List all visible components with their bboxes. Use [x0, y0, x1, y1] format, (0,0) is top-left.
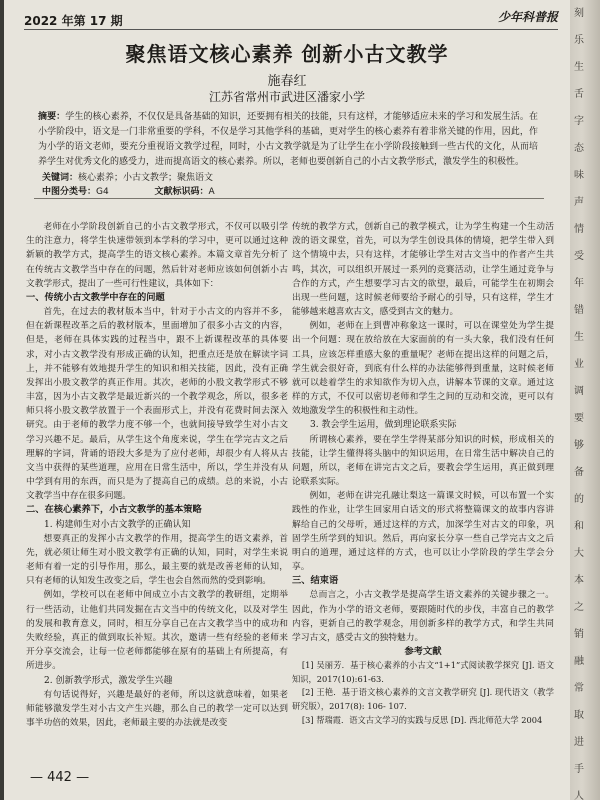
edge-char: 取 — [574, 710, 584, 721]
edge-char: 要 — [574, 413, 584, 424]
edge-char: 手 — [574, 764, 584, 775]
edge-char: 生 — [574, 332, 584, 343]
paragraph: 传统的教学方式，创新自己的教学模式，让为学生构建一个生动活泼的语文课堂，首先，可以为学生创设具体的情境，把学生带入到这个情境中去，只有这样，才能够让学生对古文当中的作者产生共鸣，其次，可以组织开展过一系列的竞赛活动，让学生通过竞争与合作的方式，产生想要学习古文的欲望，最后，可能学生在初期会出现一些问题，这时候老师要给予耐心的引导，只有这样，学生才能够越来越喜欢古文，感受到古文的魅力。 — [292, 222, 554, 318]
edge-char: 味 — [574, 170, 584, 181]
edge-char: 年 — [574, 278, 584, 289]
edge-char: 字 — [574, 116, 584, 127]
edge-char: 刻 — [574, 8, 584, 19]
right-column — [292, 220, 554, 727]
edge-char: 乐 — [574, 35, 584, 46]
edge-char: 之 — [574, 602, 584, 613]
doc-code-label: 文献标识码： — [154, 187, 209, 197]
author-name: 施春红 — [267, 74, 307, 89]
paragraph: 总而言之，小古文教学是提高学生语文素养的关键步骤之一。因此，作为小学的语文老师，要跟随时代的步伐，丰富自己的教学内容，更新自己的教学观念，用创新多样的教学方式，和学生共同学习古文，感受古文的独特魅力。 — [292, 590, 554, 643]
edge-char: 的 — [574, 494, 584, 505]
edge-char: 调 — [574, 386, 584, 397]
paragraph: 所谓核心素养，要在学生学得某部分知识的时候，形成相关的技能，让学生懂得将头脑中的知识运用，在日常生活中解决自己的问题，所以，老师在讲完古文之后，要教会学生运用，真正做到理论联系实际。 — [292, 434, 554, 488]
issue-label: 2022 年第 17 期 — [24, 14, 123, 28]
section-heading-2: 二、在核心素养下，小古文教学的基本策略 — [26, 504, 202, 516]
author-affiliation: 江苏省常州市武进区潘家小学 — [208, 90, 365, 104]
paragraph: 例如，老师在讲完孔融让梨这一篇课文时候，可以布置一个实践性的作业，让学生回家用白话文的形式将整篇课文的故事内容讲解给自己的父母听，通过这样的方式，加深学生对古文的印象，巩固学生所学到的知识。然后，再向家长分享一些自己学完古文之后明白的道理，通过这样的方式，也可以让小学阶段的学生学会分享。 — [292, 491, 554, 573]
journal-brand: 少年科普报 — [497, 10, 558, 24]
paragraph: 想要真正的发挥小古文教学的作用，提高学生的语文素养，首先，就必须让师生对小股文教学有正确的认知，同时，对学生来说老师有着一定的引导作用，那么，最主要的就是改善老师的认知，只有老师的认知发生改变之后，学生也会自然而然的受到影响。 — [26, 533, 288, 587]
edge-char: 声 — [574, 197, 584, 208]
reference-item: [2] 王艳．基于语文核心素养的文言文教学研究 [J]. 现代语文（教学研究版），2017(8): 106- 107. — [292, 687, 554, 712]
edge-char: 业 — [574, 359, 584, 370]
paragraph: 首先，在过去的教材版本当中，针对于小古文的内容并不多，但在新课程改革之后的教材版本，里面增加了很多小古文的内容，但是，老师在具体实践的过程当中，跟不上新课程改革的具体要求，对小古文教学没有形成正确的认知，把重点还是放在解读字词上，并不能够有效地提升学生的知识和相关技能，因此，没有正确发挥出小股文教学的真正作用。其次，老师的小股文教学形式不够丰富，因为小古文教学是最近新兴的一个教学观念，所以，很多老师只将小股文教学放置于一个表面形式上，并没有花费时间去深入研究。由于老师的教学力度不够一个，也就间接导致学生对小古文学习兴趣不足。最后，从学生这个角度来说，学生在学完古文之后理解的字词，背诵的语段大多是为了应付老师，却很少有人将从古文当中获得的某些道理，应用在日常生活中，所以，学生并没有从中学到有用的东西，而只是为了提高自己的成绩。总的来说，小古文教学当中存在很多问题。 — [26, 307, 288, 502]
keywords-label: 关键词： — [42, 173, 79, 183]
doc-code-value: A — [208, 187, 215, 197]
edge-char: 人 — [574, 791, 584, 800]
article-title: 聚焦语文核心素养 创新小古文教学 — [125, 42, 449, 66]
next-page-edge — [570, 0, 600, 800]
reference-item: [1] 吴丽芳．基于核心素养的小古文“1+1”式阅读教学探究 [J]. 语文知识，2017(10):61-63. — [292, 660, 554, 684]
section-divider — [34, 198, 544, 199]
abstract — [38, 110, 538, 170]
references-list — [292, 659, 554, 727]
next-page-text — [574, 0, 598, 800]
classification-line — [42, 184, 215, 197]
subheading: 1. 构建师生对小古文教学的正确认知 — [44, 519, 191, 530]
edge-char: 常 — [574, 683, 584, 694]
paragraph: 有句话说得好，兴趣是最好的老师，所以这就意味着，如果老师能够激发学生对小古文产生兴趣，那么自己的教学一定可以达到事半功倍的效果，因此，老师最主要的办法就是改变 — [26, 689, 288, 729]
edge-char: 销 — [574, 629, 584, 640]
keywords-text: 核心素养；小古文教学；聚焦语文 — [78, 173, 214, 183]
edge-char: 和 — [574, 521, 584, 532]
edge-char: 生 — [574, 62, 584, 73]
left-column — [26, 220, 288, 730]
abstract-text: 学生的核心素养，不仅仅是具备基础的知识，还要拥有相关的技能，只有这样，才能够适应未来的学习和发展生活。在小学阶段中，语文是一门非常重要的学科，不仅是学习其他学科的基础，更对学生的核心素养有着非常关键的作用，因此，作为小学的语文老师，要充分重视语文教学过程，同时，小古文教学就是为了让学生在小学阶段接触到一些古代的文化，从而培养学生对优秀文化的感受力，进而提高语文的核心素养。所以，老师也要创新自己的小古文教学形式，激发学生的积极性。 — [38, 112, 538, 167]
page-header — [24, 6, 558, 30]
paragraph: 例如，老师在上到曹冲称象这一课时，可以在课堂处为学生提出一个问题：现在放给放在大家面前的有一头大象，我们没有任何工具，应该怎样重感大象的重量呢？老师在提出这样的问题之后，学生就会很好奇，到底有什么样的办法能够得到重量，这时候老师就可以趁着学生的求知欲作为切入点，讲解本节课的文章。通过这样的方式，不仅可以密切老师和学生之间的互动和交流，更可以有效地激发学生的积极性和主动性。 — [292, 321, 554, 417]
edge-char: 进 — [574, 737, 584, 748]
document-page — [4, 0, 570, 800]
subheading: 2. 创新教学形式，激发学生兴趣 — [44, 675, 173, 686]
edge-char: 舌 — [574, 89, 584, 100]
edge-char: 够 — [574, 440, 584, 451]
edge-char: 受 — [574, 251, 584, 262]
edge-char: 情 — [574, 224, 584, 235]
edge-char: 态 — [574, 143, 584, 154]
edge-char: 备 — [574, 467, 584, 478]
section-heading-1: 一、传统小古文教学中存在的问题 — [26, 291, 165, 303]
reference-item: [3] 帮瑞霞．语文古文学习的实践与反思 [D]. 西北师范大学 2004 — [301, 714, 543, 725]
clc-label: 中图分类号： — [42, 187, 97, 197]
intro-paragraph: 老师在小学阶段创新自己的小古文教学形式，不仅可以吸引学生的注意力，将学生快速带领到本学科的学习中，更可以通过这种新颖的教学方式，提高学生的语文核心素养。本篇文章首先分析了在传统古文教学当中存在的问题，然后针对老师应该如何创新小古文教学形式，提出了一些可行性建议，具体如下： — [26, 222, 288, 289]
edge-char: 大 — [574, 548, 584, 559]
page-number: — 442 — — [30, 770, 90, 785]
edge-char: 融 — [574, 656, 584, 667]
edge-char: 本 — [574, 575, 584, 586]
subheading: 3. 教会学生运用，做到理论联系实际 — [310, 420, 457, 431]
paragraph: 例如，学校可以在老师中间成立小古文教学的教研组，定期举行一些活动，让他们共同发掘在古文当中的传统文化，以及对学生的发展和教育意义，同时，相互分享自己在古文教学当中的成功和失败经验，真正的做到取长补短。其次，邀请一些有经验的老师来开分享交流会，让每一位老师都能够在原有的基础上有所提高，有所进步。 — [26, 590, 288, 672]
abstract-label: 摘要： — [38, 112, 66, 122]
edge-char: 错 — [574, 305, 584, 316]
keywords — [42, 170, 213, 183]
clc-value: G4 — [96, 187, 109, 197]
references-title: 参考文献 — [404, 646, 442, 658]
section-heading-3: 三、结束语 — [292, 575, 339, 587]
